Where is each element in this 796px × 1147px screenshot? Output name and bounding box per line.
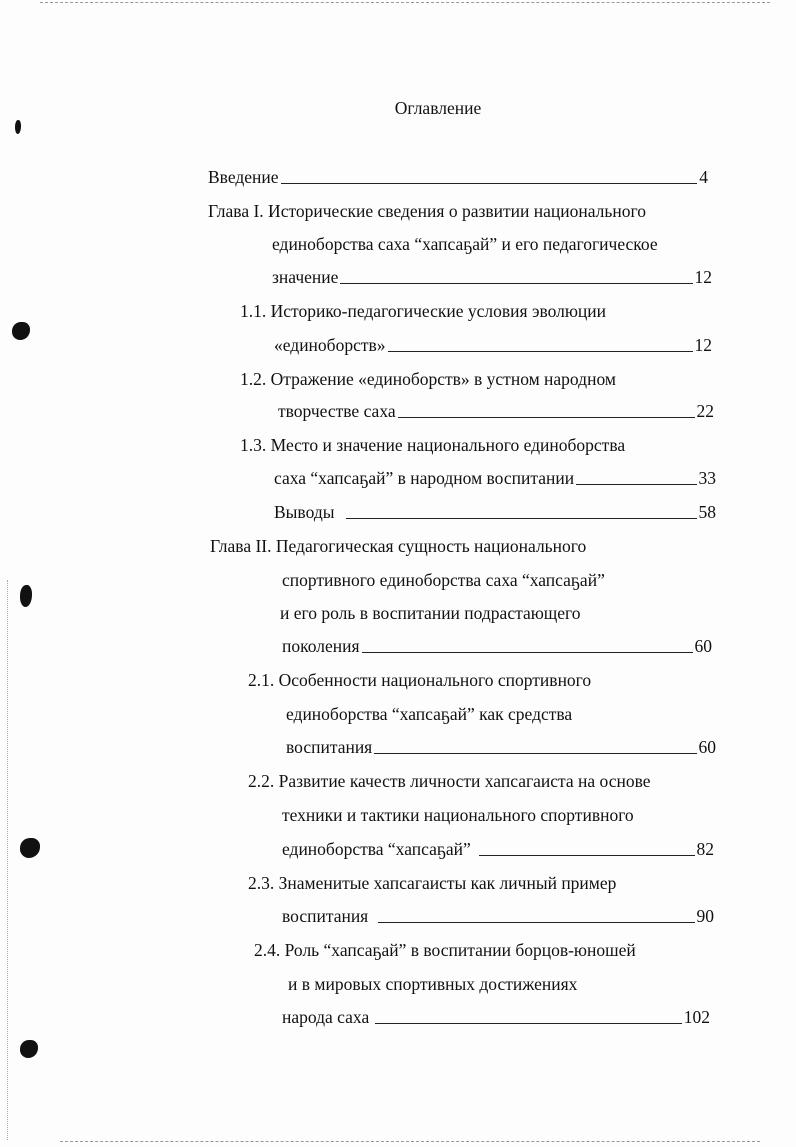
toc-entry-text: Введение [208, 167, 279, 187]
toc-entry-section-2-4 [282, 1006, 710, 1028]
toc-page-number: 102 [683, 1007, 710, 1027]
toc-entry-chapter-2 [282, 635, 712, 657]
toc-entry-text: значение [272, 267, 339, 287]
toc-chapter-1-line2: единоборства саха “хапсаҕай” и его педагогическое [272, 234, 658, 254]
toc-entry-text: единоборства “хапсаҕай” [282, 839, 471, 859]
toc-leader-line [398, 417, 695, 418]
punch-hole-mark [20, 1040, 38, 1058]
toc-entry-section-2-2 [282, 838, 714, 860]
toc-section-2-2-line1: 2.2. Развитие качеств личности хапсагаиста на основе [248, 771, 651, 791]
toc-leader-line [362, 652, 693, 653]
punch-hole-mark [20, 585, 32, 607]
toc-page-number: 60 [698, 737, 716, 757]
toc-chapter-1-line1: Глава I. Исторические сведения о развитии национального [208, 201, 646, 221]
toc-page-number: 60 [694, 636, 712, 656]
toc-entry-section-1-1 [274, 334, 712, 356]
toc-entry-text: «единоборств» [274, 335, 386, 355]
toc-page-number: 58 [698, 502, 716, 522]
toc-entry-text: воспитания [282, 906, 369, 926]
scan-edge-bottom [60, 1141, 760, 1142]
toc-leader-line [281, 183, 698, 184]
toc-entry-section-1-2 [278, 400, 714, 422]
punch-hole-mark [15, 120, 21, 134]
toc-leader-line [388, 351, 693, 352]
toc-section-1-3-line1: 1.3. Место и значение национального единоборства [240, 435, 626, 455]
scan-edge-top [40, 2, 770, 3]
toc-entry-text: Выводы [274, 502, 335, 522]
toc-leader-line [479, 855, 695, 856]
toc-section-1-2-line1: 1.2. Отражение «единоборств» в устном народном [240, 369, 616, 389]
toc-leader-line [378, 922, 694, 923]
toc-page-number: 90 [696, 906, 714, 926]
toc-section-2-4-line2: и в мировых спортивных достижениях [288, 974, 578, 994]
punch-hole-mark [12, 322, 30, 340]
toc-entry-section-2-3 [282, 905, 714, 927]
toc-section-2-1-line1: 2.1. Особенности национального спортивного [248, 670, 592, 690]
toc-section-2-2-line2: техники и тактики национального спортивного [282, 805, 634, 825]
page-title: Оглавление [394, 98, 482, 118]
toc-section-2-1-line2: единоборства “хапсаҕай” как средства [286, 704, 573, 724]
toc-page-number: 12 [694, 335, 712, 355]
toc-section-1-1-line1: 1.1. Историко-педагогические условия эволюции [240, 301, 607, 321]
toc-entry-conclusions-1 [274, 501, 716, 523]
toc-entry-text: воспитания [286, 737, 373, 757]
toc-entry-section-2-1 [286, 736, 716, 758]
toc-page-number: 12 [694, 267, 712, 287]
toc-chapter-2-line1: Глава II. Педагогическая сущность национального [210, 536, 587, 556]
toc-chapter-2-line2: спортивного единоборства саха “хапсаҕай” [282, 570, 605, 590]
toc-entry-section-1-3 [274, 467, 716, 489]
toc-section-2-3-line1: 2.3. Знаменитые хапсагаисты как личный пример [248, 873, 617, 893]
toc-page-number: 22 [696, 401, 714, 421]
toc-entry-text: саха “хапсаҕай” в народном воспитании [274, 468, 575, 488]
toc-leader-line [576, 484, 696, 485]
toc-entry-intro [208, 166, 708, 188]
toc-entry-text: поколения [282, 636, 360, 656]
toc-leader-line [374, 753, 696, 754]
toc-entry-text: творчестве саха [278, 401, 396, 421]
toc-entry-text: народа саха [282, 1007, 370, 1027]
toc-leader-line [375, 1023, 682, 1024]
toc-page-number: 82 [696, 839, 714, 859]
toc-page-number: 4 [699, 167, 708, 187]
toc-leader-line [346, 518, 696, 519]
toc-leader-line [340, 283, 692, 284]
toc-chapter-2-line3: и его роль в воспитании подрастающего [280, 603, 581, 623]
punch-hole-mark [20, 838, 40, 858]
scan-edge-left [7, 580, 8, 1140]
toc-page-number: 33 [698, 468, 716, 488]
toc-section-2-4-line1: 2.4. Роль “хапсаҕай” в воспитании борцов-юношей [254, 940, 636, 960]
toc-entry-chapter-1 [272, 266, 712, 288]
